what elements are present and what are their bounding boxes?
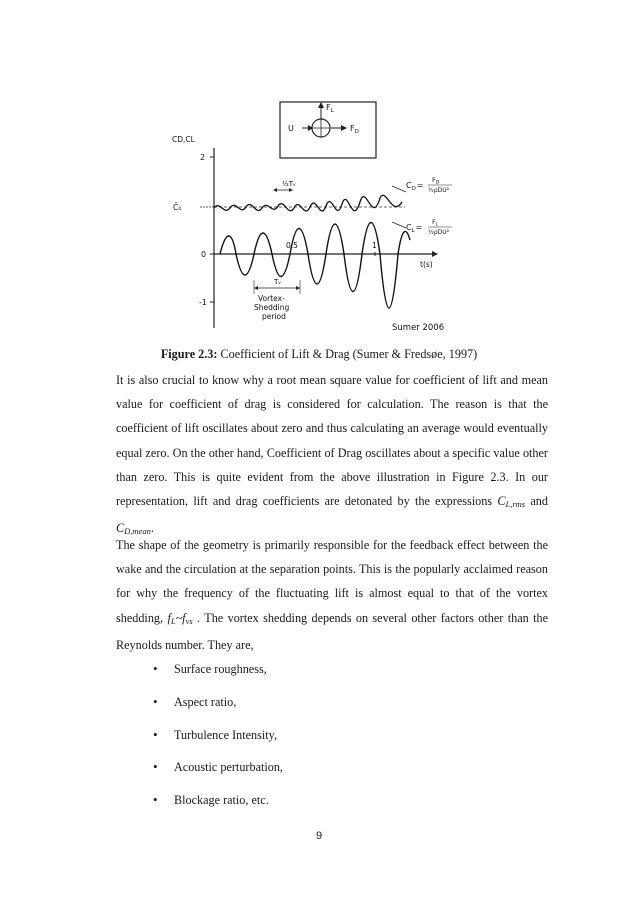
paragraph-1-end: . <box>150 521 154 536</box>
y-tick-0: 0 <box>201 250 207 259</box>
caption-label: Figure 2.3: <box>160 347 218 361</box>
cl-rms-expression: $C_{L,rms}$ <box>497 494 526 510</box>
frequency-relation: $f_L\sim f_{vs}$ <box>167 610 193 626</box>
paragraph-2-rest: . The vortex shedding depends on several other factors other than the Reynolds number. They are, <box>116 610 548 652</box>
time-mark-1: 1 <box>372 241 377 250</box>
half-period-label: ½Tᵥ <box>282 180 296 188</box>
cd-def-den: ½ρDU² <box>428 187 450 194</box>
list-item: • Turbulence Intensity, <box>150 723 283 756</box>
paragraph-2-text: The shape of the geometry is primarily responsible for the feedback effect between the wake and the circulation at the separation points. This is the popularly acclaimed reason for why the frequency of the fluctuating lift is almost equal to that of the vortex shedding, <box>116 538 548 625</box>
inset-drag-label: $F_D$ <box>350 124 359 135</box>
paragraph-lift-drag <box>116 368 548 543</box>
paragraph-1-text: It is also crucial to know why a root mean square value for coefficient of lift and mean value for coefficient of drag is considered for calculation. The reason is that the coefficient of lift oscillates about zero and thus calculating an average would eventually equal zero. On the other hand, Coefficient of Drag oscillates about a specific value other than zero. This is quite evident from the above illustration in Figure 2.3. In our representation, lift and drag coefficients are detonated by the expressions <box>116 373 548 509</box>
caption-text: Coefficient of Lift & Drag (Sumer & Fredsøe, 1997) <box>217 347 478 361</box>
period-label: Tᵥ <box>274 278 282 286</box>
y-tick-minus-1: -1 <box>199 298 207 307</box>
factor-list <box>150 657 283 821</box>
list-item: • Acoustic perturbation, <box>150 755 283 788</box>
cd-def-num: $F_D$ <box>432 176 440 186</box>
inset-flow-label: U <box>288 124 294 133</box>
page-number: 9 <box>315 830 323 842</box>
paragraph-vortex-shedding <box>116 533 548 657</box>
cd-def-lhs: $C_D=$ <box>406 181 424 192</box>
figure-caption <box>0 347 638 362</box>
cd-mean-label: C̄₀ <box>173 203 182 212</box>
lift-drag-plot <box>170 90 470 335</box>
paragraph-1-join: and <box>525 494 548 509</box>
list-item: • Aspect ratio, <box>150 690 283 723</box>
cl-def-num: $F_L$ <box>432 218 439 228</box>
figure-credit: Sumer 2006 <box>392 323 445 333</box>
shedding-label-1: Vortex- <box>258 294 285 303</box>
inset-lift-label: $F_L$ <box>326 103 334 114</box>
shedding-label-2: Shedding <box>254 303 290 312</box>
y-axis-label: CD,CL <box>172 135 195 144</box>
time-axis-label: t(s) <box>420 260 433 269</box>
shedding-label-3: period <box>262 312 286 321</box>
cl-curve <box>220 223 410 309</box>
lift-drag-figure <box>170 90 470 335</box>
cl-def-lhs: $C_L=$ <box>406 223 423 234</box>
cd-curve <box>214 195 402 211</box>
list-item: • Blockage ratio, etc. <box>150 788 283 821</box>
cl-def-den: ½ρDU² <box>428 229 450 236</box>
cd-mean-expression: $C_{D,mean}$ <box>116 521 151 537</box>
time-mark-0-5: 0.5 <box>286 241 298 250</box>
list-item: • Surface roughness, <box>150 657 283 690</box>
y-tick-2: 2 <box>200 153 206 162</box>
